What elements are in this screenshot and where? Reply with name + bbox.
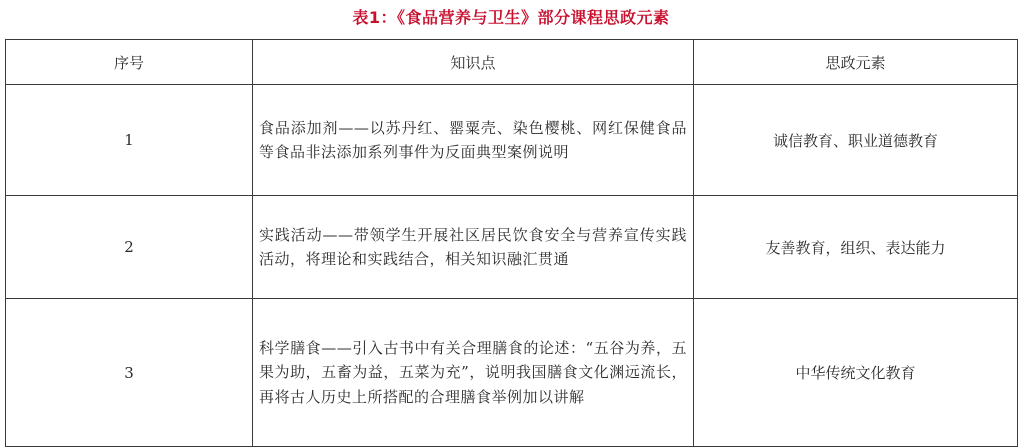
ideological-element-cell: 友善教育，组织、表达能力 [694, 196, 1018, 299]
row-number: 2 [6, 196, 253, 299]
table-caption: 表1：《食品营养与卫生》部分课程思政元素 [352, 8, 670, 27]
course-table [5, 39, 1018, 447]
ideological-element-cell: 中华传统文化教育 [694, 299, 1018, 447]
header-ideological-element: 思政元素 [694, 40, 1018, 85]
table-row [6, 299, 1018, 447]
row-number: 3 [6, 299, 253, 447]
table-row [6, 85, 1018, 196]
row-number: 1 [6, 85, 253, 196]
header-knowledge-point: 知识点 [253, 40, 694, 85]
knowledge-point-cell: 食品添加剂——以苏丹红、罂粟壳、染色樱桃、网红保健食品等食品非法添加系列事件为反面典型案例说明 [253, 85, 694, 196]
table-header-row [6, 40, 1018, 85]
knowledge-point-cell: 科学膳食——引入古书中有关合理膳食的论述：“五谷为养，五果为助，五畜为益，五菜为充”，说明我国膳食文化渊远流长，再将古人历史上所搭配的合理膳食举例加以讲解 [253, 299, 694, 447]
knowledge-point-cell: 实践活动——带领学生开展社区居民饮食安全与营养宣传实践活动，将理论和实践结合，相关知识融汇贯通 [253, 196, 694, 299]
header-number: 序号 [6, 40, 253, 85]
table-row [6, 196, 1018, 299]
ideological-element-cell: 诚信教育、职业道德教育 [694, 85, 1018, 196]
